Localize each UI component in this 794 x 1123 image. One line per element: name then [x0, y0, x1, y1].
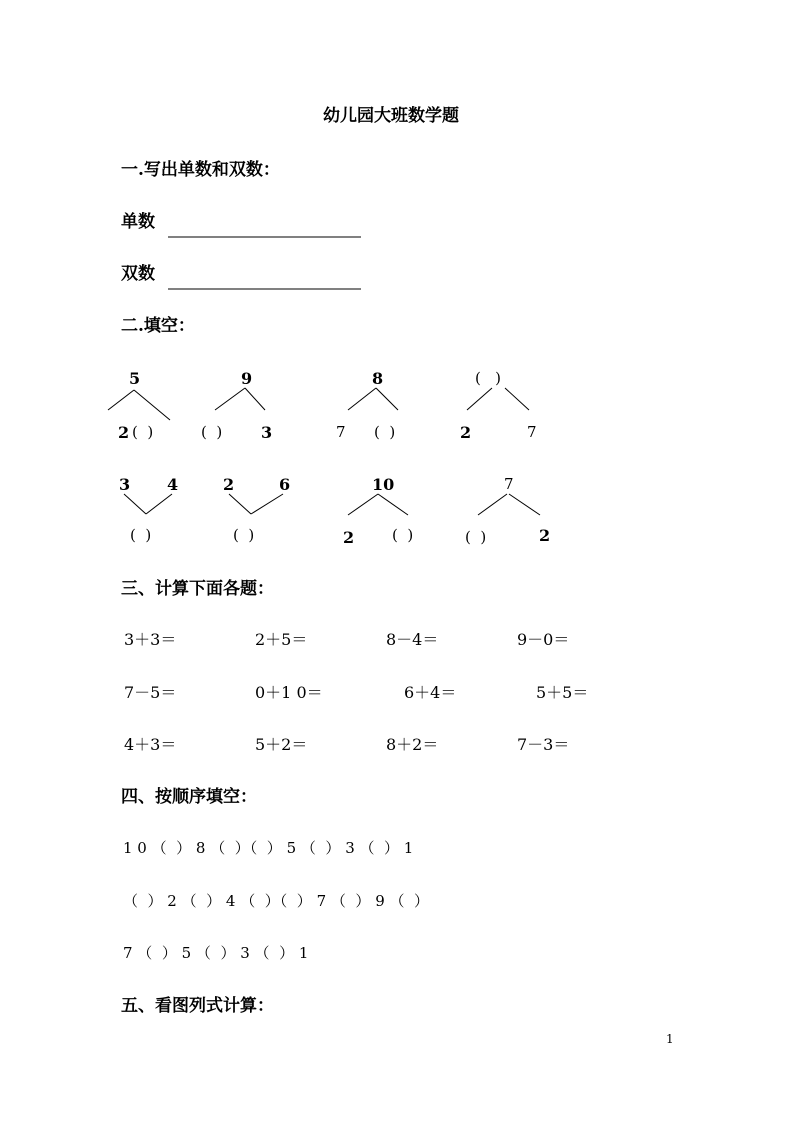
bond-6-bottom: ( ) — [233, 526, 255, 544]
bond-1-top: 5 — [129, 369, 141, 388]
bond-6-left: 2 — [223, 475, 235, 494]
bond-4-top: ( ) — [475, 369, 502, 387]
bond-8-left: ( ) — [465, 528, 487, 546]
bond-5-bottom: ( ) — [130, 526, 152, 544]
bond-4-right: 7 — [527, 423, 537, 441]
bond-5-branch-right — [146, 494, 172, 514]
section-five-heading: 五、看图列式计算： — [121, 996, 274, 1016]
bond-7-right: ( ) — [392, 526, 414, 544]
bond-3-top: 8 — [372, 369, 384, 388]
calc-2-3: 6＋4＝ — [404, 683, 457, 702]
bond-7-top: 10 — [372, 475, 395, 494]
bond-6-right: 6 — [279, 475, 291, 494]
calc-1-3: 8－4＝ — [386, 630, 439, 649]
bond-5-branch-left — [124, 494, 146, 514]
bond-8-right: 2 — [539, 526, 551, 545]
bond-1-branch-right — [134, 390, 170, 420]
bond-6-branch-right — [251, 494, 283, 514]
calc-3-3: 8＋2＝ — [386, 735, 439, 754]
bond-8-top: 7 — [504, 475, 514, 493]
bond-7-left: 2 — [343, 528, 355, 547]
bond-1-left: 2 — [118, 423, 130, 442]
bond-4-branch-left — [467, 388, 492, 410]
bond-2-top: 9 — [241, 369, 253, 388]
bond-8-branch-right — [509, 494, 540, 515]
bond-4-left: 2 — [460, 423, 472, 442]
bond-1-branch-left — [108, 390, 134, 410]
calc-2-1: 7－5＝ — [124, 683, 177, 702]
calc-2-4: 5＋5＝ — [536, 683, 589, 702]
bond-3-branch-left — [348, 388, 376, 410]
bond-7-branch-left — [348, 494, 378, 515]
sequence-row-3: 7 （ ） 5 （ ） 3 （ ） 1 — [123, 944, 309, 962]
sequence-row-2: （ ） 2 （ ） 4 （ ）（ ） 7 （ ） 9 （ ） — [123, 892, 430, 910]
calc-3-2: 5＋2＝ — [255, 735, 308, 754]
bond-5-right: 4 — [167, 475, 179, 494]
bond-2-left: ( ) — [201, 423, 223, 441]
calc-3-4: 7－3＝ — [517, 735, 570, 754]
bond-3-branch-right — [376, 388, 398, 410]
calc-3-1: 4＋3＝ — [124, 735, 177, 754]
bond-6-branch-left — [229, 494, 251, 514]
page-number: 1 — [666, 1032, 674, 1046]
bond-2-branch-right — [245, 388, 265, 410]
bond-4-branch-right — [505, 388, 529, 410]
bond-2-right: 3 — [261, 423, 273, 442]
section-three-heading: 三、计算下面各题： — [121, 579, 274, 599]
bond-8-branch-left — [478, 494, 507, 515]
sequence-row-1: 1 0 （ ） 8 （ ）（ ） 5 （ ） 3 （ ） 1 — [123, 839, 414, 857]
calc-2-2: 0＋1 0＝ — [255, 683, 323, 702]
bond-7-branch-right — [378, 494, 408, 515]
section-two-heading: 二.填空： — [121, 316, 195, 336]
bond-2-branch-left — [215, 388, 245, 410]
odd-label: 单数 — [121, 212, 155, 232]
even-label: 双数 — [121, 264, 155, 284]
bond-3-right: ( ) — [374, 423, 396, 441]
page-title: 幼儿园大班数学题 — [323, 106, 459, 126]
calc-1-4: 9－0＝ — [517, 630, 570, 649]
calc-1-2: 2＋5＝ — [255, 630, 308, 649]
bond-3-left: 7 — [336, 423, 346, 441]
calc-1-1: 3＋3＝ — [124, 630, 177, 649]
section-four-heading: 四、按顺序填空： — [121, 787, 257, 807]
section-one-heading: 一.写出单数和双数： — [121, 160, 280, 180]
bond-1-right: ( ) — [132, 423, 154, 441]
bond-5-left: 3 — [119, 475, 131, 494]
